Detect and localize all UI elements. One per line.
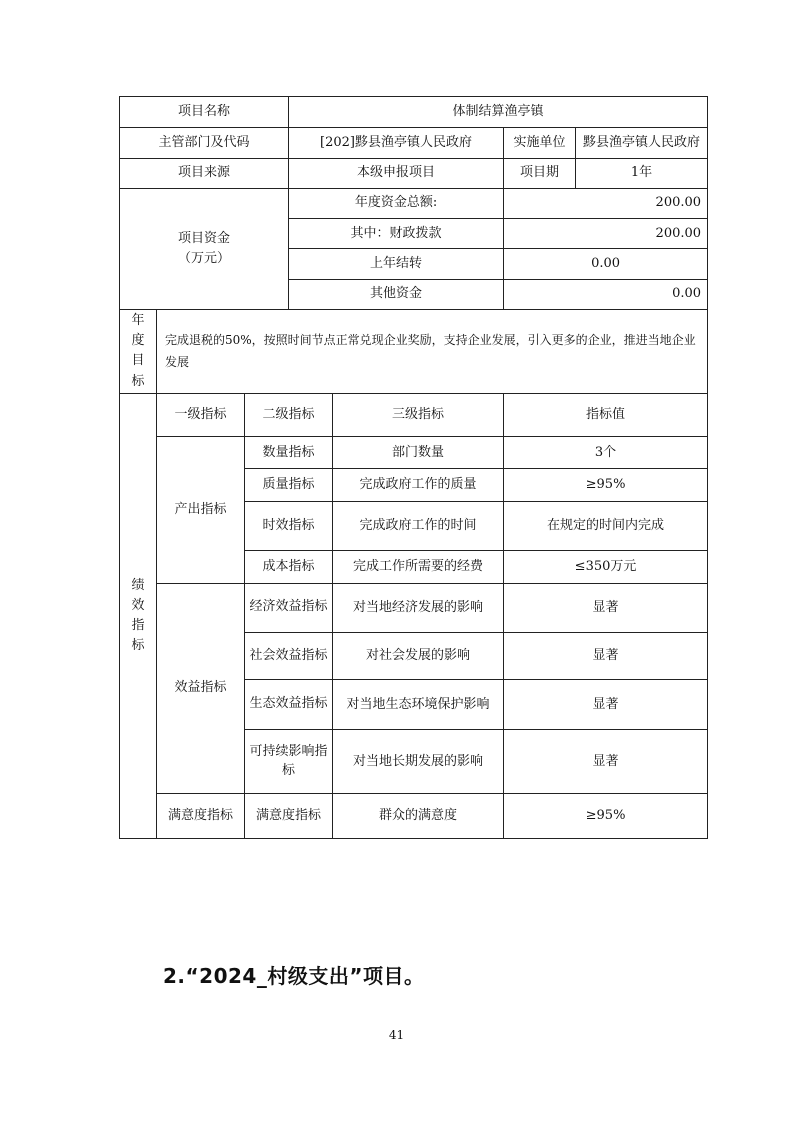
- source-label: 项目来源: [120, 158, 289, 188]
- dept-value: [202]黟县渔亭镇人民政府: [289, 128, 504, 158]
- performance-label-cell: [120, 393, 157, 838]
- source-value: 本级申报项目: [289, 158, 504, 188]
- funds-carryover-label: 上年结转: [289, 249, 504, 279]
- output-level2: 时效指标: [245, 501, 333, 550]
- output-value: 3个: [504, 437, 708, 469]
- impl-unit-value: 黟县渔亭镇人民政府: [576, 128, 708, 158]
- output-value: ≤350万元: [504, 551, 708, 583]
- funds-label-cell: [120, 188, 289, 309]
- project-name-value: 体制结算渔亭镇: [289, 97, 708, 128]
- project-name-label: 项目名称: [120, 97, 289, 128]
- funds-fiscal-value: 200.00: [504, 219, 708, 249]
- annual-target-text: 完成退税的50%，按照时间节点正常兑现企业奖励，支持企业发展，引入更多的企业，推进当地企业发展: [157, 309, 708, 393]
- satisfaction-level2: 满意度指标: [245, 794, 333, 839]
- output-level2: 成本指标: [245, 551, 333, 583]
- benefit-value: 显著: [504, 583, 708, 632]
- funds-total-label: 年度资金总额:: [289, 188, 504, 218]
- performance-label-char: 标: [131, 638, 145, 654]
- output-level3: 完成工作所需要的经费: [333, 551, 504, 583]
- performance-label-char: 绩: [131, 577, 145, 593]
- output-level2: 数量指标: [245, 437, 333, 469]
- output-value: ≥95%: [504, 469, 708, 501]
- impl-unit-label: 实施单位: [504, 128, 576, 158]
- funds-carryover-value: 0.00: [504, 249, 708, 279]
- benefit-value: 显著: [504, 632, 708, 679]
- annual-target-label-char: 年: [131, 313, 145, 329]
- benefit-indicator-label: 效益指标: [157, 583, 245, 794]
- header-level3: 三级指标: [333, 393, 504, 436]
- performance-label-char: 效: [131, 597, 145, 613]
- period-value: 1年: [576, 158, 708, 188]
- annual-target-label-cell: [120, 309, 157, 393]
- satisfaction-value: ≥95%: [504, 794, 708, 839]
- page-number: 41: [388, 1028, 405, 1042]
- period-label: 项目期: [504, 158, 576, 188]
- funds-other-value: 0.00: [504, 279, 708, 309]
- benefit-level3: 对当地长期发展的影响: [333, 729, 504, 794]
- section-heading: 2.“2024_村级支出”项目。: [163, 964, 425, 988]
- output-level3: 完成政府工作的时间: [333, 501, 504, 550]
- project-performance-table: [119, 96, 708, 839]
- funds-unit: （万元）: [178, 250, 231, 266]
- header-level2: 二级指标: [245, 393, 333, 436]
- benefit-value: 显著: [504, 680, 708, 729]
- output-level2: 质量指标: [245, 469, 333, 501]
- funds-total-value: 200.00: [504, 188, 708, 218]
- benefit-level2: 社会效益指标: [245, 632, 333, 679]
- benefit-level2: 可持续影响指标: [245, 729, 333, 794]
- output-level3: 部门数量: [333, 437, 504, 469]
- output-value: 在规定的时间内完成: [504, 501, 708, 550]
- output-indicator-label: 产出指标: [157, 437, 245, 583]
- funds-other-label: 其他资金: [289, 279, 504, 309]
- performance-label-char: 指: [131, 617, 145, 633]
- benefit-level2: 生态效益指标: [245, 680, 333, 729]
- funds-fiscal-label: 其中：财政拨款: [289, 219, 504, 249]
- annual-target-label-char: 标: [131, 373, 145, 389]
- benefit-level3: 对社会发展的影响: [333, 632, 504, 679]
- annual-target-label-char: 度: [131, 333, 145, 349]
- benefit-level3: 对当地经济发展的影响: [333, 583, 504, 632]
- annual-target-label-char: 目: [131, 353, 145, 369]
- funds-label: 项目资金: [178, 230, 231, 246]
- satisfaction-level1: 满意度指标: [157, 794, 245, 839]
- dept-label: 主管部门及代码: [120, 128, 289, 158]
- satisfaction-level3: 群众的满意度: [333, 794, 504, 839]
- benefit-level2: 经济效益指标: [245, 583, 333, 632]
- header-value: 指标值: [504, 393, 708, 436]
- annual-target-label: [120, 311, 156, 392]
- performance-label: [120, 576, 156, 657]
- output-level3: 完成政府工作的质量: [333, 469, 504, 501]
- benefit-value: 显著: [504, 729, 708, 794]
- benefit-level3: 对当地生态环境保护影响: [333, 680, 504, 729]
- header-level1: 一级指标: [157, 393, 245, 436]
